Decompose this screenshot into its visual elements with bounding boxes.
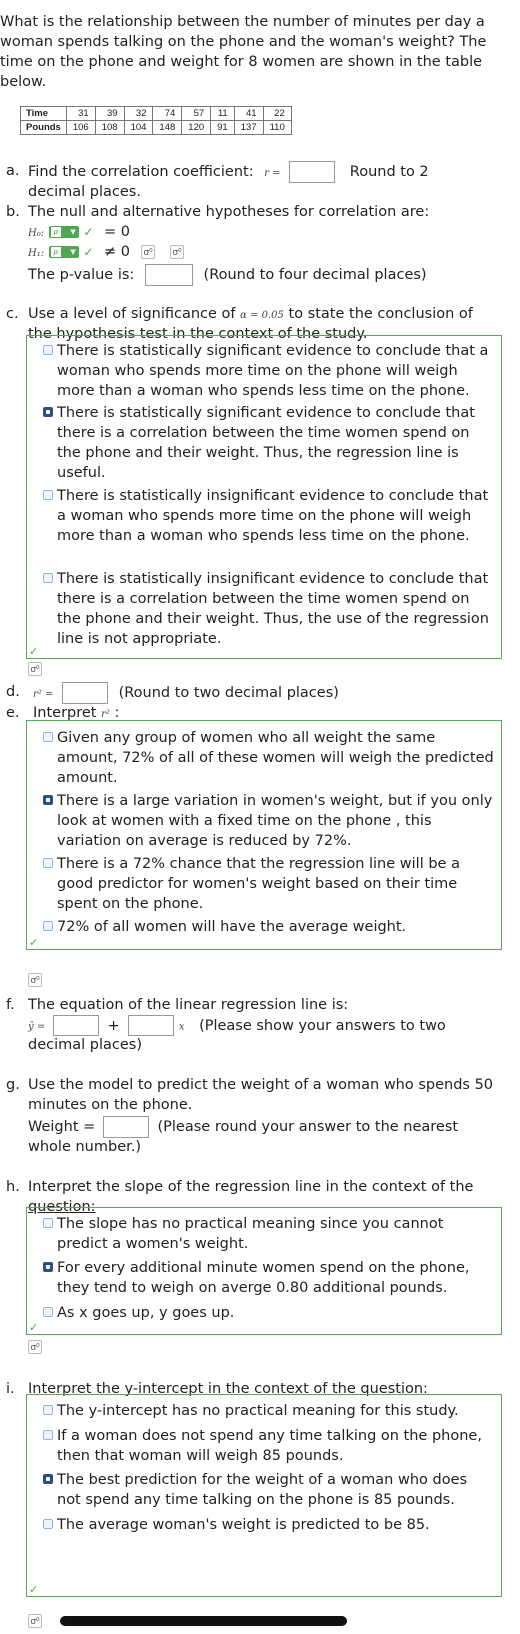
table-cell: 11	[211, 107, 235, 121]
option-label: As x goes up, y goes up.	[57, 1305, 235, 1321]
part-c-answer-box	[26, 335, 502, 659]
table-cell: 32	[124, 107, 153, 121]
option-e1[interactable]	[45, 728, 495, 788]
part-c-text: the hypothesis test in the context of the study.	[28, 326, 368, 342]
correct-check-icon: ✓	[29, 936, 39, 949]
part-i-marker: i.	[6, 1381, 15, 1397]
part-c-text: Use a level of significance of	[28, 306, 236, 322]
part-d-note: (Round to two decimal places)	[118, 685, 339, 701]
part-f-note2: decimal places)	[28, 1037, 142, 1053]
option-label: The best prediction for the weight of a woman who does not spend any time talking on the phone is 85 pounds.	[57, 1472, 468, 1508]
y-hat-symbol: ŷ =	[28, 1021, 46, 1033]
option-label: There is a 72% chance that the regression line will be a good predictor for women's weight based on their time spent on the phone.	[57, 856, 460, 912]
alpha-value: α = 0.05	[240, 310, 284, 321]
radio-button[interactable]	[43, 1430, 53, 1440]
part-g-text: Use the model to predict the weight of a woman who spends 50	[28, 1077, 494, 1093]
option-h2[interactable]	[45, 1258, 495, 1298]
radio-button-selected[interactable]	[43, 795, 53, 805]
h1-line	[28, 242, 130, 264]
sigma-tool-icon[interactable]: σ⁰	[28, 973, 42, 987]
h0-label: H₀:	[28, 228, 45, 239]
correct-check-icon: ✓	[29, 1321, 39, 1334]
check-icon: ✓	[83, 245, 94, 259]
sigma-tool-icon[interactable]: σ⁰	[28, 1340, 42, 1354]
correct-check-icon: ✓	[29, 645, 39, 658]
x-variable: x	[178, 1021, 185, 1033]
radio-button[interactable]	[43, 1307, 53, 1317]
sigma-tool-icon[interactable]: σ⁰	[141, 245, 155, 259]
option-c1[interactable]	[45, 341, 495, 401]
table-row	[21, 121, 292, 135]
h0-line	[28, 222, 130, 244]
option-label: There is statistically insignificant evidence to conclude that a woman who spends more time on the phone will weigh more than a woman who spends less time on the phone.	[57, 488, 489, 544]
part-g-marker: g.	[6, 1077, 20, 1093]
option-label: The average woman's weight is predicted to be 85.	[57, 1517, 430, 1533]
rho-option: ρ	[51, 247, 61, 257]
part-a-marker: a.	[6, 163, 20, 179]
table-cell: 57	[182, 107, 211, 121]
sigma-tool-icon[interactable]: σ⁰	[28, 1614, 42, 1628]
option-h1[interactable]	[45, 1214, 495, 1254]
part-c-line	[28, 304, 473, 326]
colon: :	[114, 705, 120, 721]
radio-button-selected[interactable]	[43, 1474, 53, 1484]
part-e-marker: e.	[6, 705, 20, 721]
part-g-text: minutes on the phone.	[28, 1097, 193, 1113]
r-squared-symbol: r²	[101, 709, 110, 720]
option-label: The y-intercept has no practical meaning for this study.	[57, 1403, 459, 1419]
chevron-down-icon: ▼	[70, 248, 76, 256]
radio-button[interactable]	[43, 573, 53, 583]
option-label: There is statistically significant evidence to conclude that a woman who spends more time on the phone will weigh more than a woman who spends less time on the phone.	[57, 343, 489, 399]
weight-line	[28, 1116, 458, 1138]
option-e4[interactable]	[45, 917, 495, 937]
weight-label: Weight =	[28, 1119, 96, 1135]
radio-button-selected[interactable]	[43, 407, 53, 417]
part-a-note2: decimal places.	[28, 184, 141, 200]
horizontal-scrollbar[interactable]	[60, 1616, 347, 1626]
pvalue-label: The p-value is:	[28, 267, 135, 283]
part-g-note: (Please round your answer to the nearest	[157, 1119, 459, 1135]
rho-option: ρ	[51, 227, 61, 237]
part-e-text: Interpret	[33, 705, 97, 721]
table-cell: 110	[263, 121, 291, 135]
table-cell: 41	[234, 107, 263, 121]
part-f-marker: f.	[6, 997, 15, 1013]
h1-value: ≠ 0	[104, 244, 130, 260]
table-cell: 22	[263, 107, 291, 121]
radio-button[interactable]	[43, 1218, 53, 1228]
part-b-text: The null and alternative hypotheses for correlation are:	[28, 204, 430, 220]
slope-input[interactable]	[128, 1015, 174, 1036]
part-i-answer-box	[26, 1394, 502, 1597]
part-a-note: Round to 2	[349, 164, 429, 180]
radio-button[interactable]	[43, 345, 53, 355]
option-label: There is statistically insignificant evidence to conclude that there is a correlation between the time women spend on the phone and their weight. Thus, the use of the regression line is not appropriate.	[57, 571, 489, 647]
table-cell: 104	[124, 121, 153, 135]
part-d-marker: d.	[6, 684, 20, 700]
part-c-text: to state the conclusion of	[288, 306, 473, 322]
option-label: The slope has no practical meaning since you cannot predict a women's weight.	[57, 1216, 444, 1252]
option-e2[interactable]	[45, 791, 495, 851]
part-a-line	[28, 161, 429, 184]
option-label: There is a large variation in women's weight, but if you only look at women with a fixed time on the phone , this variation on average is reduced by 72%.	[57, 793, 493, 849]
row-label: Pounds	[21, 121, 67, 135]
part-a-text: Find the correlation coefficient:	[28, 164, 254, 180]
question-intro: What is the relationship between the number of minutes per day a woman spends talking on the phone and the woman's weight? The time on the phone and weight for 8 women are shown in the table below.	[0, 14, 487, 90]
part-g-note2: whole number.)	[28, 1139, 142, 1155]
part-f-text: The equation of the linear regression line is:	[28, 997, 349, 1013]
chevron-down-icon: ▼	[70, 228, 76, 236]
correlation-input[interactable]	[289, 161, 335, 183]
option-i3[interactable]	[45, 1470, 495, 1510]
option-label: 72% of all women will have the average weight.	[57, 919, 407, 935]
h1-select[interactable]	[49, 246, 79, 258]
option-i1[interactable]	[45, 1401, 495, 1421]
r-variable: r =	[264, 168, 281, 179]
radio-button[interactable]	[43, 490, 53, 500]
part-h-text: Interpret the slope of the regression line in the context of the	[28, 1179, 474, 1195]
r-squared-input[interactable]	[62, 682, 108, 704]
h1-label: H₁:	[28, 248, 45, 259]
option-h3[interactable]	[45, 1303, 495, 1323]
option-e3[interactable]	[45, 854, 495, 914]
part-i-text: Interpret the y-intercept in the context of the question:	[28, 1381, 428, 1397]
sigma-tool-icon[interactable]: σ⁰	[28, 662, 42, 676]
part-h-marker: h.	[6, 1179, 20, 1195]
h0-select[interactable]	[49, 226, 79, 238]
table-cell: 31	[66, 107, 95, 121]
correct-check-icon: ✓	[29, 1583, 39, 1596]
table-cell: 108	[95, 121, 124, 135]
part-e-answer-box	[26, 720, 502, 950]
r-squared-variable: r² =	[33, 689, 54, 700]
row-label: Time	[21, 107, 67, 121]
sigma-tool-icon[interactable]: σ⁰	[170, 245, 184, 259]
option-label: For every additional minute women spend on the phone, they tend to weigh on averge 0.80 additional pounds.	[57, 1260, 470, 1296]
table-cell: 120	[182, 121, 211, 135]
option-c2[interactable]	[45, 403, 495, 483]
table-cell: 74	[153, 107, 182, 121]
option-i4[interactable]	[45, 1515, 495, 1535]
part-d-line	[33, 682, 339, 705]
radio-button[interactable]	[43, 732, 53, 742]
table-row	[21, 107, 292, 121]
part-c-marker: c.	[6, 306, 19, 322]
pvalue-line	[28, 264, 427, 286]
part-f-note: (Please show your answers to two	[199, 1017, 446, 1034]
radio-button[interactable]	[43, 921, 53, 931]
weight-input[interactable]	[103, 1116, 149, 1138]
radio-button[interactable]	[43, 1519, 53, 1529]
check-icon: ✓	[83, 225, 94, 239]
table-cell: 39	[95, 107, 124, 121]
part-h-answer-box	[26, 1207, 502, 1335]
pvalue-input[interactable]	[145, 264, 193, 286]
h0-value: = 0	[104, 224, 130, 240]
radio-button[interactable]	[43, 1405, 53, 1415]
option-i2[interactable]	[45, 1426, 495, 1466]
pvalue-note: (Round to four decimal places)	[203, 267, 427, 283]
table-cell: 148	[153, 121, 182, 135]
option-c4[interactable]	[45, 569, 495, 649]
table-cell: 106	[66, 121, 95, 135]
option-label: Given any group of women who all weight the same amount, 72% of all of these women will weigh the predicted amount.	[57, 730, 494, 786]
plus-sign: +	[107, 1017, 120, 1034]
part-h-text: question:	[28, 1199, 96, 1215]
part-b-marker: b.	[6, 204, 20, 220]
table-cell: 137	[234, 121, 263, 135]
radio-button[interactable]	[43, 858, 53, 868]
option-label: There is statistically significant evidence to conclude that there is a correlation between the time women spend on the phone and their weight. Thus, the regression line is useful.	[57, 405, 475, 481]
radio-button-selected[interactable]	[43, 1262, 53, 1272]
data-table	[20, 106, 292, 135]
intercept-input[interactable]	[53, 1015, 99, 1036]
option-label: If a woman does not spend any time talking on the phone, then that woman will weigh 85 pounds.	[57, 1428, 482, 1464]
table-cell: 91	[211, 121, 235, 135]
option-c3[interactable]	[45, 486, 495, 546]
